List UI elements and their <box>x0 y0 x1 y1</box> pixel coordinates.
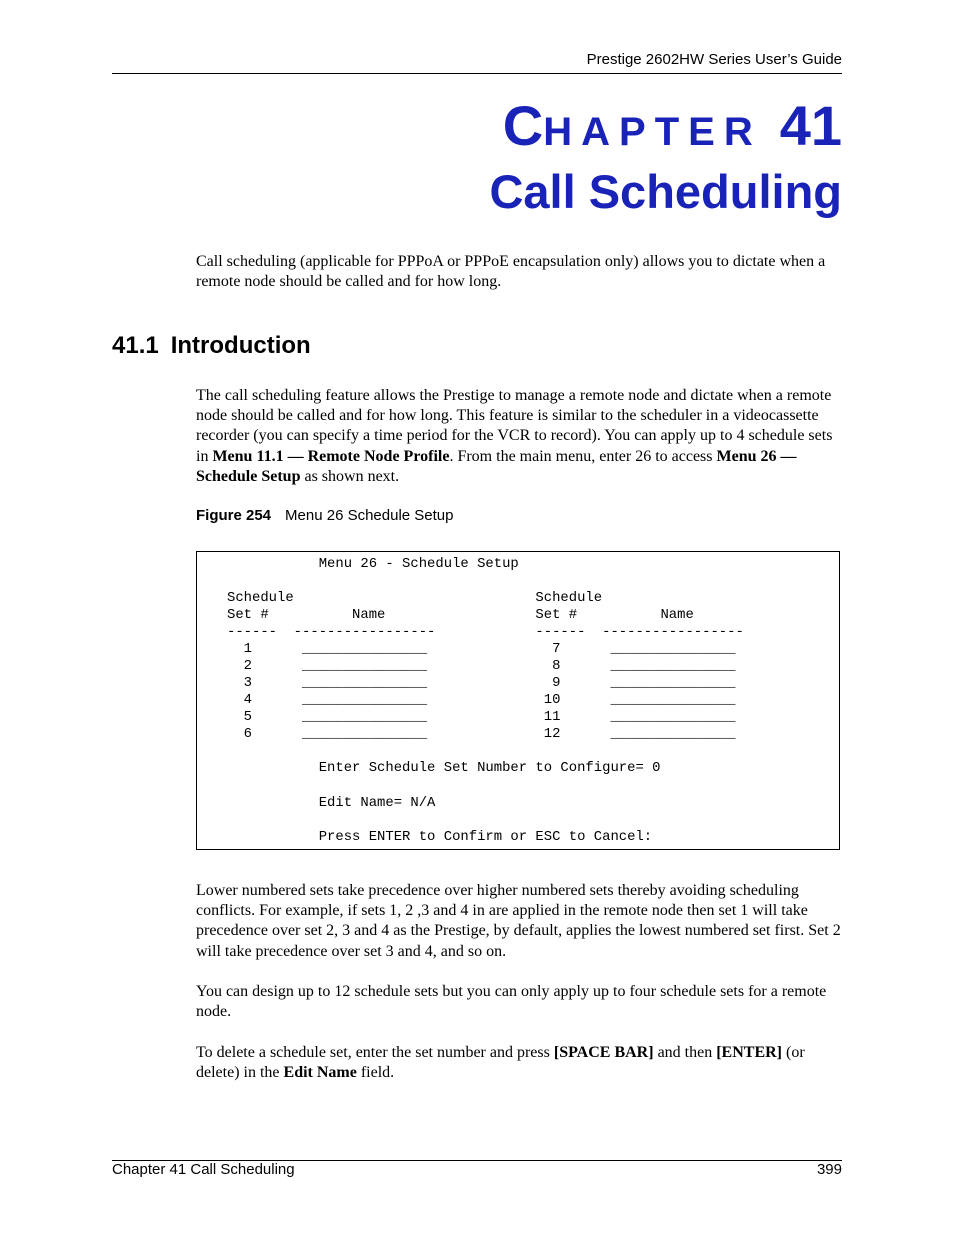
delete-paragraph <box>196 1043 842 1083</box>
terminal-line: 4 _______________ 10 _______________ <box>227 692 736 708</box>
terminal-line: 2 _______________ 8 _______________ <box>227 658 736 674</box>
figure-caption <box>196 507 454 524</box>
text-run: To delete a schedule set, enter the set number and press <box>196 1044 554 1061</box>
design-paragraph: You can design up to 12 schedule sets but you can only apply up to four schedule sets for a remote node. <box>196 983 827 1021</box>
text-run: The call scheduling feature allows the Prestige to manage a remote node and dictate when a remote node should be called and for how long. This feature is similar to the scheduler in a videocassette recorder (you can specify a time period for the VCR to record). You can apply up to 4 schedule sets in <box>196 387 833 465</box>
text-run: and then <box>653 1044 717 1061</box>
page-number: 399 <box>816 1161 842 1178</box>
chapter-first-letter: C <box>502 94 544 157</box>
menu-reference: Menu 26 — Schedule Setup <box>196 447 797 485</box>
chapter-title: Call Scheduling <box>489 165 842 218</box>
figure-label: Figure 254 <box>196 507 272 524</box>
terminal-line: 5 _______________ 11 _______________ <box>227 709 736 725</box>
terminal-line: 6 _______________ 12 _______________ <box>227 726 736 742</box>
terminal-screen <box>196 551 840 850</box>
field-reference: Edit Name <box>283 1064 357 1082</box>
terminal-line: Menu 26 - Schedule Setup <box>227 556 519 572</box>
terminal-line: Enter Schedule Set Number to Configure= 0 <box>227 760 661 776</box>
menu-reference: Menu 11.1 — Remote Node Profile <box>212 447 450 465</box>
chapter-word-rest: HAPTER <box>543 110 762 154</box>
terminal-line: Edit Name= N/A <box>227 795 436 811</box>
terminal-line: Set # Name Set # Name <box>227 607 694 623</box>
chapter-label <box>502 94 842 157</box>
text-run: . From the main menu, enter 26 to access <box>449 447 717 465</box>
text-run: as shown next. <box>300 467 400 485</box>
intro-paragraph: Call scheduling (applicable for PPPoA or PPPoE encapsulation only) allows you to dictate when a remote node should be called and for how long. <box>196 253 826 291</box>
key-reference: [ENTER] <box>716 1044 782 1061</box>
key-reference: [SPACE BAR] <box>553 1044 654 1061</box>
section-title: Introduction <box>170 332 311 359</box>
text-run: field. <box>356 1064 395 1082</box>
chapter-number: 41 <box>779 94 842 157</box>
terminal-line: ------ ----------------- ------ ----------------- <box>227 624 744 640</box>
terminal-line: Press ENTER to Confirm or ESC to Cancel: <box>227 829 653 845</box>
footer-chapter-title: Chapter 41 Call Scheduling <box>112 1161 295 1178</box>
text-run: (or delete) in the <box>196 1044 805 1082</box>
section-number: 41.1 <box>112 332 159 359</box>
precedence-paragraph: Lower numbered sets take precedence over higher numbered sets thereby avoiding scheduling conflicts. For example, if sets 1, 2 ,3 and 4 in are applied in the remote node then set 1 will take precedence over set 2, 3 and 4 as the Prestige, by default, applies the lowest numbered set first. Set 2 will take precedence over set 3 and 4, and so on. <box>196 882 841 960</box>
terminal-line: 3 _______________ 9 _______________ <box>227 675 736 691</box>
running-header: Prestige 2602HW Series User’s Guide <box>586 51 842 68</box>
figure-title: Menu 26 Schedule Setup <box>285 507 454 524</box>
header-rule <box>112 73 842 74</box>
terminal-line: 1 _______________ 7 _______________ <box>227 641 736 657</box>
section-paragraph <box>196 386 842 487</box>
terminal-line: Schedule Schedule <box>227 590 603 606</box>
section-heading <box>112 332 311 360</box>
